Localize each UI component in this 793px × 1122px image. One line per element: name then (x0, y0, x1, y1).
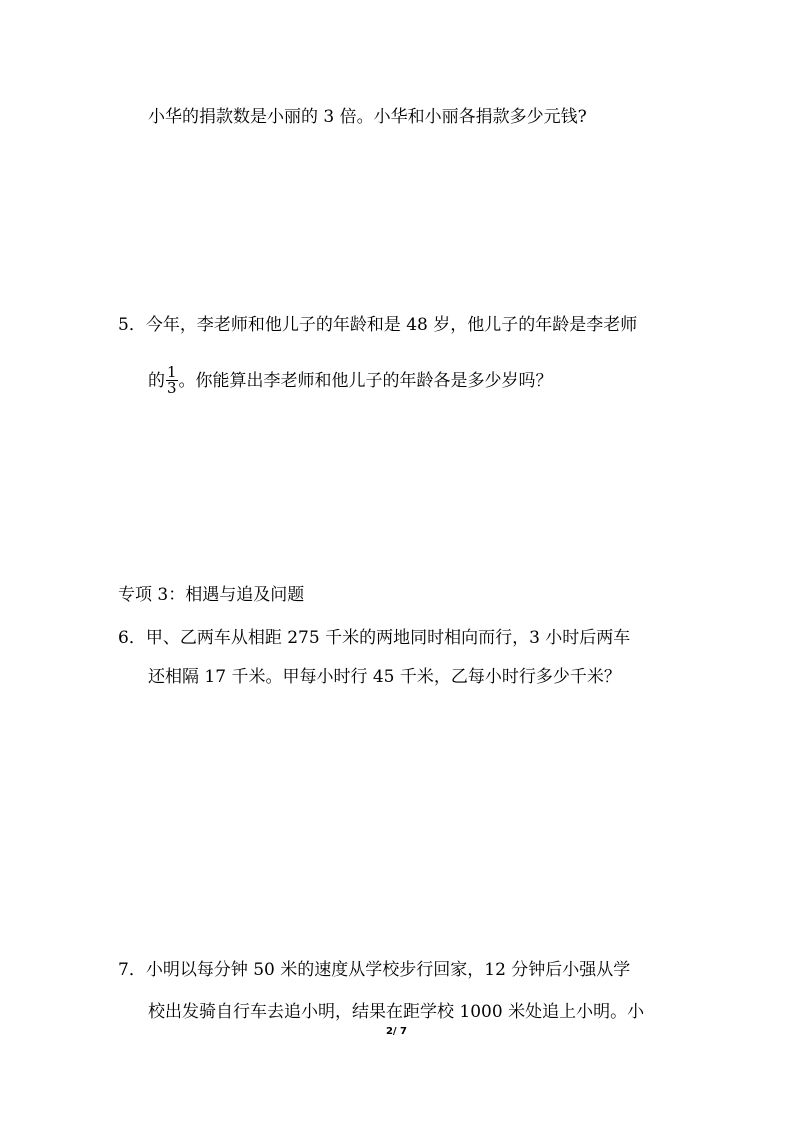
page-number: 2/ 7 (385, 1026, 408, 1037)
q6-line-1: 6．甲、乙两车从相距 275 千米的两地同时相向而行，3 小时后两车 (118, 628, 631, 648)
fraction-one-third (166, 365, 178, 396)
fraction-denominator: 3 (167, 379, 177, 397)
q5-line-2-suffix: 。你能算出李老师和他儿子的年龄各是多少岁吗？ (178, 371, 553, 391)
q5-line-2-prefix: 的 (148, 371, 165, 391)
q5-line-1: 5．今年，李老师和他儿子的年龄和是 48 岁，他儿子的年龄是李老师 (118, 315, 638, 335)
q5-line-2 (148, 363, 553, 397)
q4-continuation-line: 小华的捐款数是小丽的 3 倍。小华和小丽各捐款多少元钱? (148, 107, 587, 127)
q7-line-2: 校出发骑自行车去追小明，结果在距学校 1000 米处追上小明。小 (148, 1002, 645, 1022)
q7-line-1: 7．小明以每分钟 50 米的速度从学校步行回家，12 分钟后小强从学 (118, 960, 631, 980)
q6-line-2: 还相隔 17 千米。甲每小时行 45 千米，乙每小时行多少千米？ (148, 667, 621, 687)
section-3-title: 专项 3：相遇与追及问题 (118, 585, 305, 605)
fraction-numerator: 1 (167, 363, 177, 381)
